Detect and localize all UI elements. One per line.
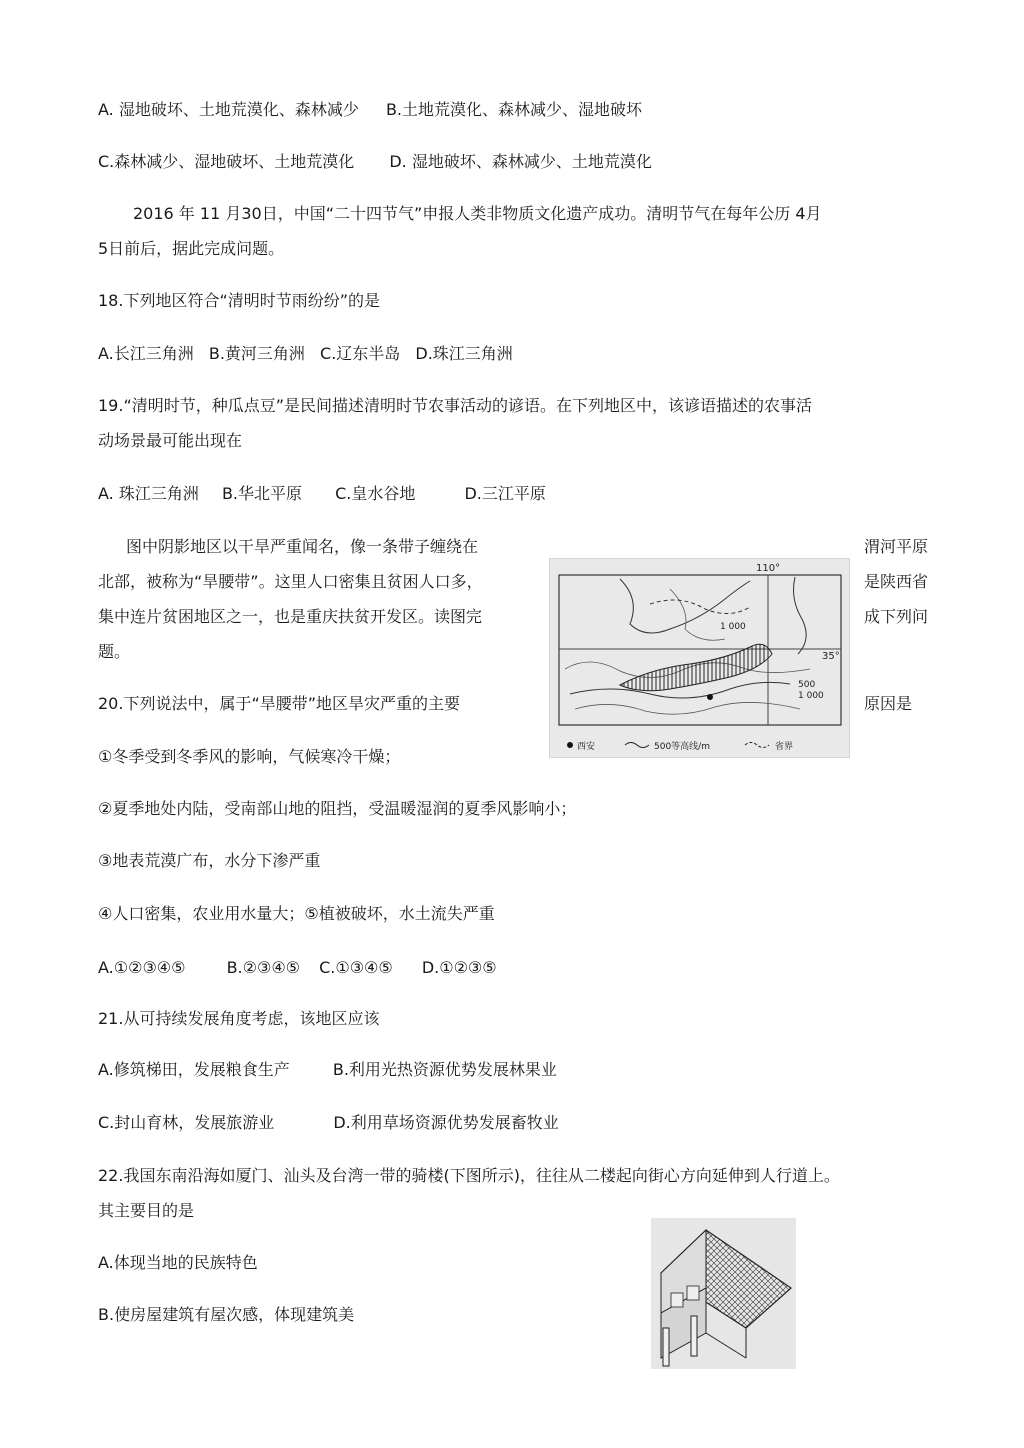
- q20-item-1: ①冬季受到冬季风的影响，气候寒冷干燥；: [98, 747, 401, 766]
- q18-option-d: D.珠江三角洲: [415, 344, 513, 363]
- q17-option-c: C.森林减少、湿地破坏、土地荒漠化: [98, 152, 355, 171]
- q19-option-c: C.皇水谷地: [335, 484, 416, 503]
- q21-option-d: D.利用草场资源优势发展畜牧业: [333, 1113, 559, 1132]
- q18-option-a: A.长江三角洲: [98, 344, 194, 363]
- window: [687, 1286, 699, 1300]
- intro-20-21-left-line-2: 北部，被称为“旱腰带”。这里人口密集且贫困人口多，: [98, 572, 483, 591]
- map-frame: [559, 575, 841, 725]
- q19-stem-line-2: 动场景最可能出现在: [98, 431, 243, 450]
- intro-18-19-line-1: 2016 年 11 月30日，中国“二十四节气”申报人类非物质文化遗产成功。清明节气在每年公历 4月: [133, 204, 822, 223]
- q17-option-row-2: [98, 154, 652, 170]
- intro-20-21-right-line-1: 渭河平原: [864, 537, 929, 556]
- province-border: [650, 600, 750, 614]
- label-500: 500: [798, 680, 816, 690]
- legend-xian: 西安: [577, 742, 596, 752]
- q20-options: [98, 960, 497, 976]
- q19-stem-line-1: 19.“清明时节，种瓜点豆”是民间描述清明时节农事活动的谚语。在下列地区中，该谚语描述的农事活: [98, 396, 813, 415]
- q19-options: [98, 486, 546, 502]
- q20-option-a: A.①②③④⑤: [98, 958, 186, 977]
- q21-option-c: C.封山育林，发展旅游业: [98, 1113, 275, 1132]
- q21-option-row-1: [98, 1062, 557, 1078]
- q19-option-a: A. 珠江三角洲: [98, 484, 199, 503]
- intro-18-19-line-2: 5日前后，据此完成问题。: [98, 239, 285, 258]
- q20-option-b: B.②③④⑤: [226, 958, 300, 977]
- contour-line: [575, 702, 800, 714]
- q20-item-3: ③地表荒漠广布，水分下渗严重: [98, 851, 321, 870]
- q20-item-4: ④人口密集，农业用水量大；⑤植被破坏，水土流失严重: [98, 904, 495, 923]
- arcade-pillar: [663, 1328, 669, 1366]
- contour-line: [670, 589, 725, 640]
- q22-stem-line-1: 22.我国东南沿海如厦门、汕头及台湾一带的骑楼(下图所示)，往往从二楼起向街心方向延伸到人行道上。: [98, 1166, 840, 1185]
- label-35: 35°: [822, 651, 840, 662]
- q20-option-c: C.①③④⑤: [319, 958, 393, 977]
- q17-option-a: A. 湿地破坏、土地荒漠化、森林减少: [98, 100, 359, 119]
- q22-option-a: A.体现当地的民族特色: [98, 1253, 258, 1272]
- q21-stem: 21.从可持续发展角度考虑，该地区应该: [98, 1009, 380, 1028]
- label-110: 110°: [756, 563, 781, 574]
- river-line: [794, 577, 807, 654]
- q22-option-b: B.使房屋建筑有屋次感，体现建筑美: [98, 1305, 355, 1324]
- legend-border-icon: [745, 743, 769, 748]
- legend-contour: 500等高线/m: [654, 742, 710, 752]
- q20-stem-left: 20.下列说法中，属于“旱腰带”地区旱灾严重的主要: [98, 694, 461, 713]
- intro-20-21-left-line-4: 题。: [98, 642, 131, 661]
- side-wall-base: [706, 1333, 746, 1358]
- q20-item-2: ②夏季地处内陆，受南部山地的阻挡，受温暖湿润的夏季风影响小；: [98, 799, 577, 818]
- q18-option-c: C.辽东半岛: [320, 344, 401, 363]
- legend-contour-icon: [625, 743, 649, 748]
- q17-option-d: D. 湿地破坏、森林减少、土地荒漠化: [389, 152, 652, 171]
- q19-option-b: B.华北平原: [221, 484, 303, 503]
- label-1000-top: 1 000: [720, 622, 746, 632]
- map-drawing: [550, 559, 849, 757]
- label-1000-bottom: 1 000: [798, 691, 824, 701]
- intro-20-21-left-line-1: 图中阴影地区以干旱严重闻名，像一条带子缠绕在: [126, 537, 479, 556]
- q21-option-b: B.利用光热资源优势发展林果业: [332, 1060, 557, 1079]
- q20-option-d: D.①②③⑤: [421, 958, 497, 977]
- q18-options: [98, 346, 513, 362]
- q21-option-row-2: [98, 1115, 559, 1131]
- qilou-building-figure: [651, 1218, 796, 1369]
- q19-option-d: D.三江平原: [464, 484, 546, 503]
- q22-stem-line-2: 其主要目的是: [98, 1201, 195, 1220]
- window: [671, 1293, 683, 1307]
- q17-option-b: B.土地荒漠化、森林减少、湿地破坏: [385, 100, 643, 119]
- legend-city-icon: [567, 742, 573, 748]
- loess-drought-belt-map: [549, 558, 850, 758]
- intro-20-21-left-line-3: 集中连片贫困地区之一，也是重庆扶贫开发区。读图完: [98, 607, 483, 626]
- xian-city-dot: [707, 694, 713, 700]
- q20-stem-right: 原因是: [864, 694, 913, 713]
- intro-20-21-right-line-2: 是陕西省: [864, 572, 929, 591]
- q17-option-row-1: [98, 102, 642, 118]
- qilou-drawing: [651, 1218, 796, 1369]
- q18-option-b: B.黄河三角洲: [208, 344, 305, 363]
- legend-border: 省界: [775, 742, 794, 752]
- intro-20-21-right-line-3: 成下列问: [864, 607, 929, 626]
- q21-option-a: A.修筑梯田，发展粮食生产: [98, 1060, 290, 1079]
- q18-stem: 18.下列地区符合“清明时节雨纷纷”的是: [98, 291, 381, 310]
- arcade-pillar: [691, 1316, 697, 1356]
